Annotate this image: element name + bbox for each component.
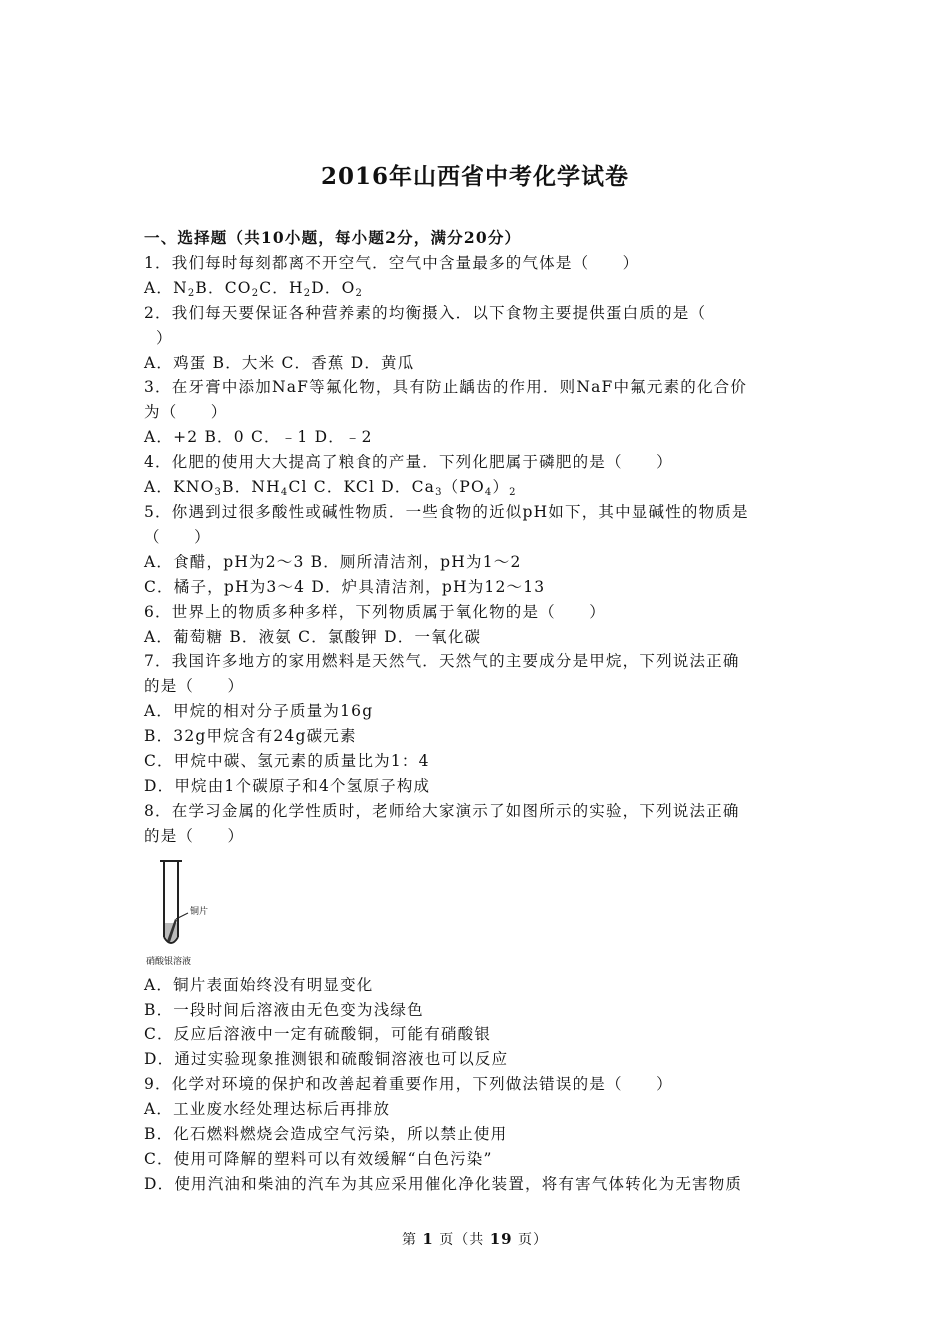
- section-heading: 一、选择题（共10小题，每小题2分，满分20分）: [144, 228, 522, 247]
- question-7-stem-cont: 的是（ ）: [144, 677, 245, 696]
- question-7-option-d: D．甲烷由1个碳原子和4个氢原子构成: [144, 776, 431, 795]
- question-8-option-a: A．铜片表面始终没有明显变化: [144, 975, 374, 994]
- question-1-stem: 1．我们每时每刻都离不开空气．空气中含量最多的气体是（ ）: [144, 253, 640, 272]
- question-5-stem-cont: （ ）: [144, 527, 211, 546]
- question-4-stem: 4．化肥的使用大大提高了粮食的产量．下列化肥属于磷肥的是（ ）: [144, 453, 673, 472]
- question-9-option-c: C．使用可降解的塑料可以有效缓解“白色污染”: [144, 1150, 493, 1168]
- question-2-stem: 2．我们每天要保证各种营养素的均衡摄入．以下食物主要提供蛋白质的是（: [144, 303, 707, 322]
- exam-content: [144, 226, 824, 1197]
- question-5-options-cd: C．橘子，pH为3～4 D．炉具清洁剂，pH为12～13: [144, 577, 546, 596]
- question-9-option-d: D．使用汽油和柴油的汽车为其应采用催化净化装置，将有害气体转化为无害物质: [144, 1174, 743, 1193]
- page-number: 1: [422, 1230, 434, 1248]
- question-7-option-b: B．32g甲烷含有24g碳元素: [144, 727, 357, 746]
- question-2-options: A．鸡蛋 B．大米 C．香蕉 D．黄瓜: [144, 353, 415, 372]
- page-title: 2016年山西省中考化学试卷: [320, 163, 629, 190]
- question-3-options: A．+2 B．0 C．﹣1 D．﹣2: [144, 428, 373, 447]
- question-7-option-a: A．甲烷的相对分子质量为16g: [144, 702, 374, 721]
- question-6-options: A．葡萄糖 B．液氨 C．氯酸钾 D．一氧化碳: [144, 627, 482, 646]
- copper-strip-label: 铜片: [190, 906, 209, 917]
- question-9-option-b: B．化石燃料燃烧会造成空气污染，所以禁止使用: [144, 1125, 508, 1144]
- question-5-stem: 5．你遇到过很多酸性或碱性物质．一些食物的近似pH如下，其中显碱性的物质是: [144, 502, 749, 521]
- question-7-option-c: C．甲烷中碳、氢元素的质量比为1：4: [144, 752, 430, 771]
- question-9-stem: 9．化学对环境的保护和改善起着重要作用，下列做法错误的是（ ）: [144, 1075, 673, 1094]
- silver-nitrate-caption: 硝酸银溶液: [146, 956, 192, 967]
- question-8-option-c: C．反应后溶液中一定有硫酸铜，可能有硝酸银: [144, 1025, 492, 1044]
- test-tube-illustration: [146, 855, 226, 955]
- question-7-stem: 7．我国许多地方的家用燃料是天然气．天然气的主要成分是甲烷，下列说法正确: [144, 652, 740, 671]
- question-3-stem: 3．在牙膏中添加NaF等氟化物，具有防止龋齿的作用．则NaF中氟元素的化合价: [144, 378, 748, 397]
- total-pages: 19: [489, 1230, 513, 1248]
- question-4-options: A．$KNO_3B$．$NH_4Cl$ C．KCl D．$Ca_3(PO_4)_2$: [144, 478, 517, 499]
- question-2-stem-cont: ）: [156, 328, 173, 347]
- question-3-stem-cont: 为（ ）: [144, 403, 228, 422]
- question-8-stem: 8．在学习金属的化学性质时，老师给大家演示了如图所示的实验，下列说法正确: [144, 801, 740, 820]
- question-8-option-b: B．一段时间后溶液由无色变为浅绿色: [144, 1000, 424, 1019]
- question-8-option-d: D．通过实验现象推测银和硫酸铜溶液也可以反应: [144, 1050, 509, 1069]
- question-5-options-ab: A．食醋，pH为2～3 B．厕所清洁剂，pH为1～2: [144, 552, 522, 571]
- question-6-stem: 6．世界上的物质多种多样，下列物质属于氧化物的是（ ）: [144, 602, 606, 621]
- page-footer: 第 1 页（共 19 页）: [401, 1230, 549, 1248]
- question-9-option-a: A．工业废水经处理达标后再排放: [144, 1100, 391, 1119]
- question-8-stem-cont: 的是（ ）: [144, 826, 245, 845]
- test-tube-figure: [146, 855, 226, 967]
- question-1-options: A．$N_2B$．$CO_2C$．$H_2D$．$O_2$: [144, 278, 364, 299]
